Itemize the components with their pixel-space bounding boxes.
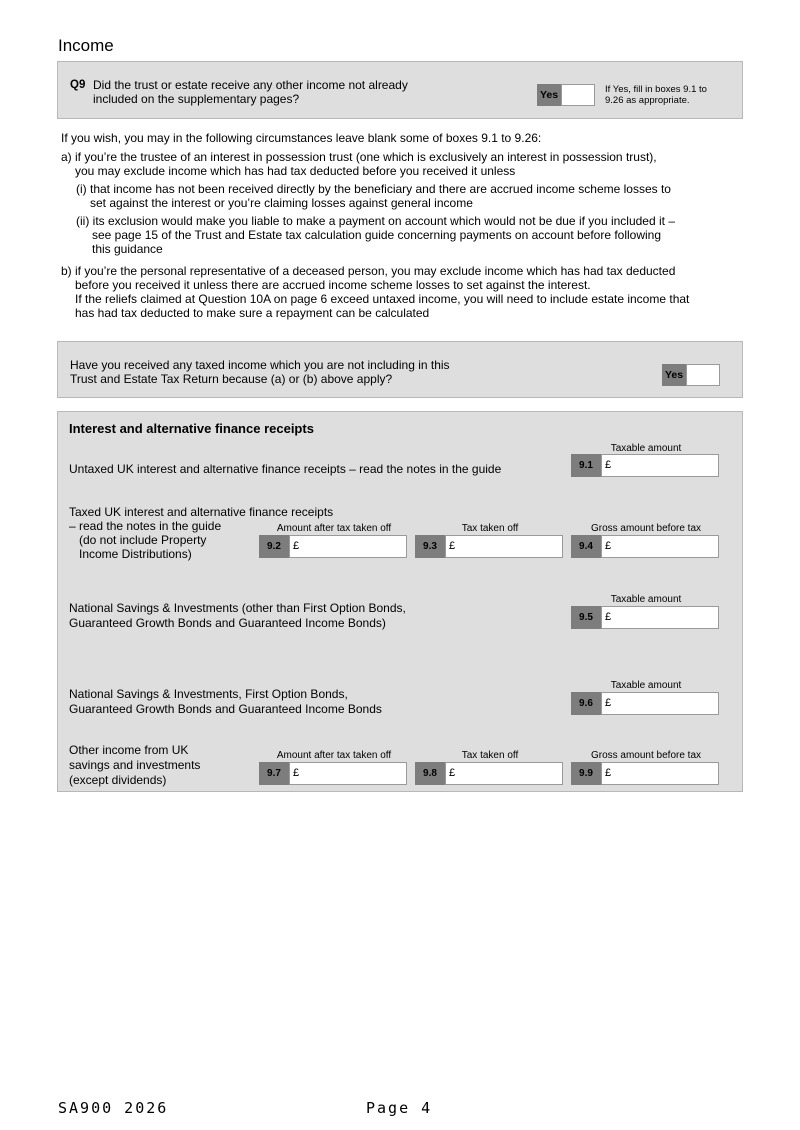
guidance-b-line1: b) if you’re the personal representative of a deceased person, you may exclude income which has had tax deducted xyxy=(61,264,676,278)
box-9-3-input[interactable]: £ xyxy=(445,535,563,558)
box-9-7-number: 9.7 xyxy=(259,762,289,785)
amount-after-tax-label: Amount after tax taken off xyxy=(276,523,392,534)
box-9-7-field[interactable] xyxy=(259,762,407,785)
box-9-9-field[interactable] xyxy=(571,762,719,785)
box-9-7-input[interactable]: £ xyxy=(289,762,407,785)
box-9-4-input[interactable]: £ xyxy=(601,535,719,558)
taxable-amount-label: Taxable amount xyxy=(610,443,682,454)
taxed-question-line2: Trust and Estate Tax Return because (a) or (b) above apply? xyxy=(70,372,393,386)
nsi-other-line1: National Savings & Investments (other than First Option Bonds, xyxy=(69,601,406,615)
guidance-intro: If you wish, you may in the following circumstances leave blank some of boxes 9.1 to 9.26: xyxy=(61,131,542,145)
gross-amount-label: Gross amount before tax xyxy=(590,523,702,534)
box-9-5-number: 9.5 xyxy=(571,606,601,629)
guidance-b-line3: If the reliefs claimed at Question 10A on page 6 exceed untaxed income, you will need to include estate income that xyxy=(75,292,690,306)
q9-number: Q9 xyxy=(70,79,86,91)
q9-question-line1: Did the trust or estate receive any other income not already xyxy=(93,78,408,92)
q9-yes-box[interactable] xyxy=(561,84,595,106)
footer-page-number: Page 4 xyxy=(366,1099,433,1117)
guidance-b-line2: before you received it unless there are accrued income scheme losses to set against the interest. xyxy=(75,278,591,292)
taxed-interest-line3: (do not include Property xyxy=(79,533,207,547)
box-9-6-field[interactable] xyxy=(571,692,719,715)
guidance-a-ii-line3: this guidance xyxy=(92,242,163,256)
box-9-6-number: 9.6 xyxy=(571,692,601,715)
guidance-a-line2: you may exclude income which has had tax deducted before you received it unless xyxy=(75,164,516,178)
other-income-line3: (except dividends) xyxy=(69,773,167,787)
box-9-5-field[interactable] xyxy=(571,606,719,629)
nsi-bonds-line1: National Savings & Investments, First Option Bonds, xyxy=(69,687,348,701)
box-9-1-input[interactable]: £ xyxy=(601,454,719,477)
amount-after-tax-label: Amount after tax taken off xyxy=(276,750,392,761)
box-9-1-field[interactable] xyxy=(571,454,719,477)
taxed-interest-line4: Income Distributions) xyxy=(79,547,192,561)
footer-form-code: SA900 2026 xyxy=(58,1099,169,1117)
taxed-interest-line2: – read the notes in the guide xyxy=(69,519,222,533)
box-9-6-input[interactable]: £ xyxy=(601,692,719,715)
q9-yes-checkbox[interactable] xyxy=(537,84,595,106)
q9-hint-line1: If Yes, fill in boxes 9.1 to xyxy=(605,84,707,95)
guidance-a-i-line1: (i) that income has not been received directly by the beneficiary and there are accrued income scheme losses to xyxy=(76,182,671,196)
tax-taken-off-label: Tax taken off xyxy=(461,523,519,534)
box-9-3-number: 9.3 xyxy=(415,535,445,558)
taxable-amount-label: Taxable amount xyxy=(610,594,682,605)
taxed-yes-label: Yes xyxy=(662,364,686,386)
taxable-amount-label: Taxable amount xyxy=(610,680,682,691)
box-9-2-input[interactable]: £ xyxy=(289,535,407,558)
guidance-b-line4: has had tax deducted to make sure a repayment can be calculated xyxy=(75,306,430,320)
guidance-a-ii-line1: (ii) its exclusion would make you liable to make a payment on account which would not be due if you included it – xyxy=(76,214,675,228)
nsi-other-line2: Guaranteed Growth Bonds and Guaranteed Income Bonds) xyxy=(69,616,386,630)
box-9-9-number: 9.9 xyxy=(571,762,601,785)
page-title: Income xyxy=(58,36,114,55)
box-9-4-field[interactable] xyxy=(571,535,719,558)
q9-panel xyxy=(57,61,743,119)
box-9-9-input[interactable]: £ xyxy=(601,762,719,785)
interest-panel xyxy=(57,411,743,792)
other-income-line2: savings and investments xyxy=(69,758,201,772)
untaxed-interest-label: Untaxed UK interest and alternative finance receipts – read the notes in the guide xyxy=(69,462,502,476)
taxed-income-panel xyxy=(57,341,743,398)
interest-section-title: Interest and alternative finance receipts xyxy=(69,421,314,436)
guidance-a-ii-line2: see page 15 of the Trust and Estate tax calculation guide concerning payments on account before following xyxy=(92,228,662,242)
box-9-8-field[interactable] xyxy=(415,762,563,785)
guidance-a-line1: a) if you’re the trustee of an interest in possession trust (one which is exclusively an interest in possession trust), xyxy=(61,150,657,164)
box-9-8-input[interactable]: £ xyxy=(445,762,563,785)
box-9-5-input[interactable]: £ xyxy=(601,606,719,629)
box-9-8-number: 9.8 xyxy=(415,762,445,785)
q9-question-line2: included on the supplementary pages? xyxy=(93,92,300,106)
box-9-3-field[interactable] xyxy=(415,535,563,558)
taxed-interest-line1: Taxed UK interest and alternative finance receipts xyxy=(69,505,334,519)
box-9-2-number: 9.2 xyxy=(259,535,289,558)
q9-yes-label: Yes xyxy=(537,84,561,106)
box-9-1-number: 9.1 xyxy=(571,454,601,477)
taxed-yes-checkbox[interactable] xyxy=(662,364,720,386)
box-9-2-field[interactable] xyxy=(259,535,407,558)
gross-amount-label: Gross amount before tax xyxy=(590,750,702,761)
taxed-yes-box[interactable] xyxy=(686,364,720,386)
box-9-4-number: 9.4 xyxy=(571,535,601,558)
q9-hint-line2: 9.26 as appropriate. xyxy=(605,95,690,106)
nsi-bonds-line2: Guaranteed Growth Bonds and Guaranteed Income Bonds xyxy=(69,702,382,716)
guidance-a-i-line2: set against the interest or you’re claiming losses against general income xyxy=(90,196,473,210)
other-income-line1: Other income from UK xyxy=(69,743,189,757)
tax-taken-off-label: Tax taken off xyxy=(461,750,519,761)
taxed-question-line1: Have you received any taxed income which you are not including in this xyxy=(70,358,450,372)
